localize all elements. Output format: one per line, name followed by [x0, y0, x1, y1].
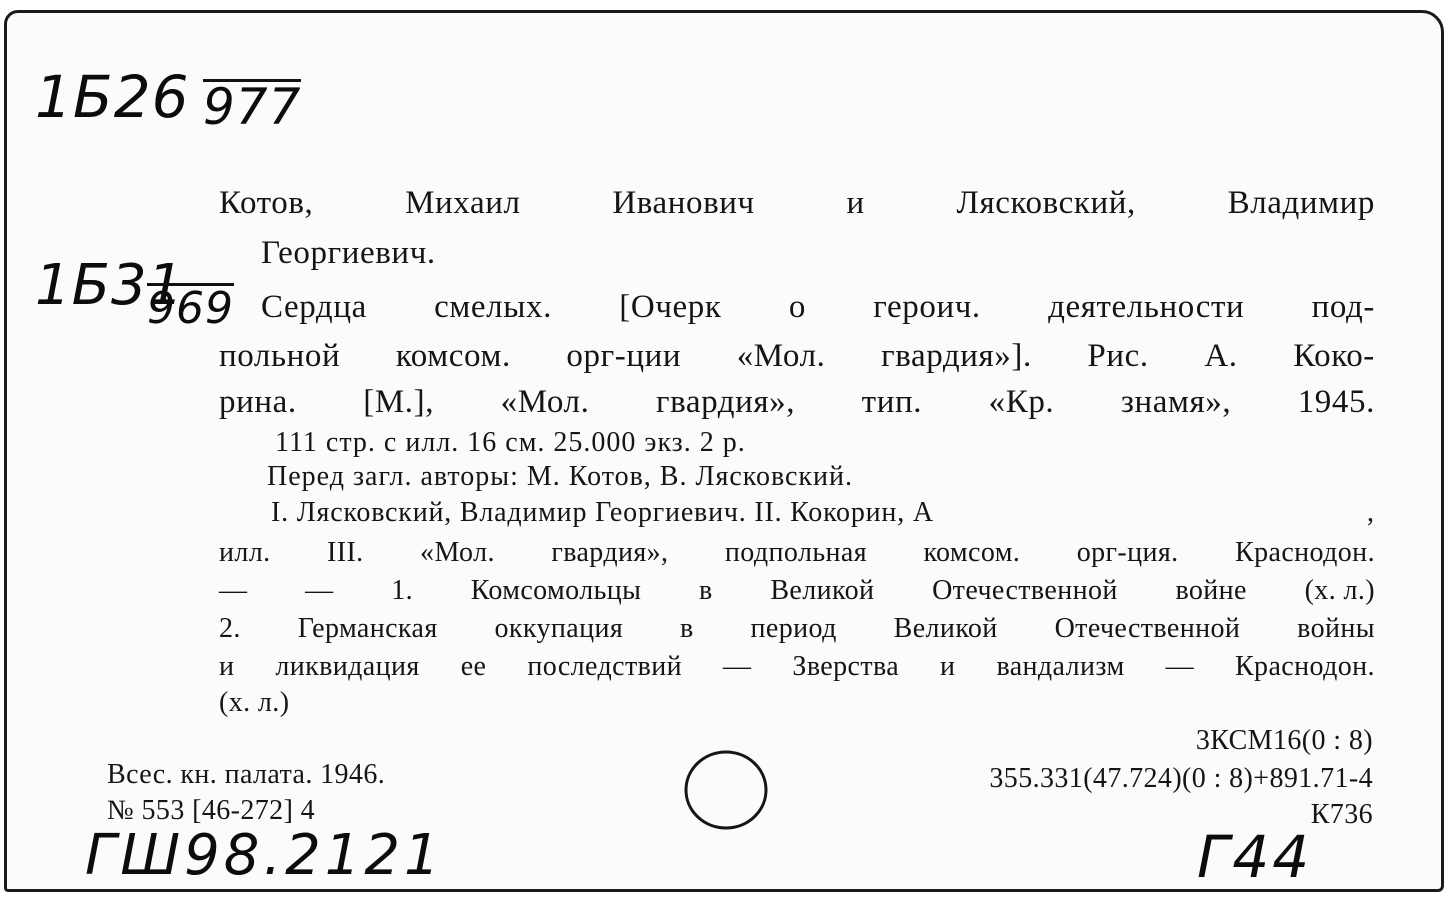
subject-word: вандализм — [996, 651, 1125, 682]
subject-word: ее — [460, 651, 487, 682]
handwritten-shelfmark-top: 1Б26 — [35, 63, 190, 131]
handwritten-code-right: Г44 — [1197, 823, 1313, 891]
tracing-line-1: I. Лясковский, Владимир Георгиевич. II. Кокорин, А — [271, 497, 934, 528]
subject-word: илл. — [219, 537, 271, 568]
title-line-1 — [261, 289, 1375, 326]
subject-word: подпольная — [724, 537, 867, 568]
punch-hole-icon — [682, 748, 770, 833]
title-word: орг-ции — [566, 338, 682, 374]
title-line-3 — [219, 384, 1375, 421]
subject-line-4 — [219, 651, 1375, 683]
subject-word: 2. — [219, 613, 241, 644]
subject-line-5: (х. л.) — [219, 687, 290, 718]
subject-word: и — [219, 651, 235, 682]
title-word: под- — [1311, 289, 1375, 325]
subject-word: в — [699, 575, 713, 606]
title-word: польной — [219, 338, 341, 374]
title-word: гвардия», — [655, 384, 796, 420]
title-word: рина. — [219, 384, 297, 420]
subject-word: Великой — [770, 575, 875, 606]
title-word: «Мол. — [500, 384, 590, 420]
subject-word: гвардия», — [551, 537, 669, 568]
registry-number: № 553 [46-272] 4 — [107, 795, 316, 826]
subject-word: III. — [327, 537, 364, 568]
handwritten-number-top: 977 — [203, 78, 302, 136]
subject-word: Зверства — [792, 651, 900, 682]
subject-word: — — [219, 575, 248, 606]
subject-word: оккупация — [494, 613, 624, 644]
author-heading-cont: Георгиевич. — [261, 235, 436, 271]
title-word: о — [788, 289, 806, 325]
subject-line-3 — [219, 613, 1375, 645]
catalog-card — [4, 10, 1444, 892]
heading-word: Владимир — [1227, 185, 1375, 221]
subject-word: Краснодон. — [1234, 651, 1375, 682]
title-word: Рис. — [1087, 338, 1149, 374]
subject-word: Великой — [893, 613, 998, 644]
physical-description: 111 стр. с илл. 16 см. 25.000 экз. 2 р. — [275, 427, 746, 458]
subject-word: орг-ция. — [1076, 537, 1179, 568]
heading-word: Иванович — [612, 185, 755, 221]
title-word: тип. — [861, 384, 923, 420]
subject-word: ликвидация — [275, 651, 420, 682]
handwritten-shelfmark-mid: 1Б31 — [35, 253, 185, 318]
subject-word: — — [1165, 651, 1194, 682]
subject-word: последствий — [527, 651, 682, 682]
title-word: [М.], — [363, 384, 435, 420]
subject-word: 1. — [391, 575, 413, 606]
subject-word: Комсомольцы — [470, 575, 642, 606]
subject-word: Отечественной — [1054, 613, 1241, 644]
title-word: гвардия»]. — [881, 338, 1032, 374]
title-word: смелых. — [434, 289, 552, 325]
subject-line-2 — [219, 575, 1375, 607]
handwritten-number-mid: 969 — [147, 283, 234, 334]
title-word: Коко- — [1293, 338, 1375, 374]
classification-code-1: 3КСМ16(0 : 8) — [1195, 725, 1373, 756]
heading-word: Михаил — [405, 185, 521, 221]
title-word: героич. — [873, 289, 981, 325]
subject-word: Краснодон. — [1235, 537, 1375, 568]
tracing-line-1-end: , — [1367, 497, 1375, 528]
subject-word: — — [305, 575, 334, 606]
subject-word: войны — [1297, 613, 1375, 644]
title-word: А. — [1204, 338, 1238, 374]
title-word: [Очерк — [619, 289, 722, 325]
subject-word: войне — [1175, 575, 1247, 606]
title-word: «Мол. — [736, 338, 826, 374]
title-word: комсом. — [395, 338, 511, 374]
title-word: знамя», — [1120, 384, 1232, 420]
handwritten-inventory-number: ГШ98.2121 — [85, 823, 444, 888]
title-word: Сердца — [261, 289, 367, 325]
title-word: «Кр. — [988, 384, 1055, 420]
heading-word: Котов, — [219, 185, 314, 221]
subject-word: Германская — [297, 613, 438, 644]
subject-word: период — [750, 613, 837, 644]
title-word: 1945. — [1297, 384, 1375, 420]
subject-word: «Мол. — [420, 537, 495, 568]
classification-code-3: К736 — [1310, 799, 1373, 830]
subject-word: — — [722, 651, 752, 682]
heading-word: и — [846, 185, 865, 221]
subject-word: комсом. — [923, 537, 1021, 568]
classification-code-2: 355.331(47.724)(0 : 8)+891.71-4 — [989, 763, 1373, 794]
subject-word: и — [940, 651, 956, 682]
subject-line-1 — [219, 537, 1375, 569]
heading-word: Лясковский, — [956, 185, 1136, 221]
author-note: Перед загл. авторы: М. Котов, В. Лясковский. — [267, 461, 853, 492]
registry-chamber: Всес. кн. палата. 1946. — [107, 759, 386, 790]
subject-word: (х. л.) — [1304, 575, 1375, 606]
title-word: деятельности — [1048, 289, 1245, 325]
subject-word: в — [680, 613, 694, 644]
title-line-2 — [219, 338, 1375, 375]
author-heading — [219, 185, 1375, 222]
subject-word: Отечественной — [932, 575, 1118, 606]
